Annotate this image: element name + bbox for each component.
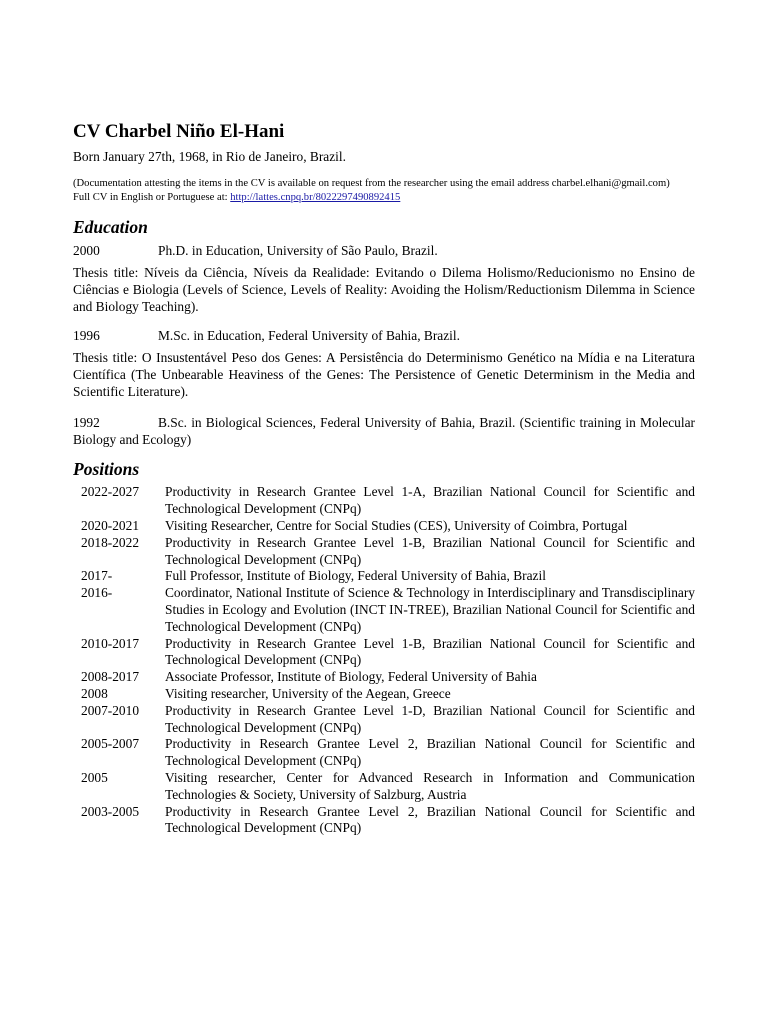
education-degree: M.Sc. in Education, Federal University of Bahia, Brazil.	[158, 328, 460, 344]
position-year: 2018-2022	[81, 534, 140, 550]
position-year: 2007-2010	[81, 702, 140, 718]
education-thesis: Thesis title: Níveis da Ciência, Níveis da Realidade: Evitando o Dilema Holismo/Reducionismo no Ensino de Ciências e Biologia (Levels of Science, Levels of Reality: Avoiding the Holism/Reductionism Dilemma in Science and Biology Teaching).	[73, 265, 695, 314]
education-degree-row	[73, 327, 695, 344]
position-year: 2016-	[81, 585, 113, 601]
position-item	[73, 585, 695, 635]
position-text: Productivity in Research Grantee Level 1-D, Brazilian National Council for Scientific and Technological Development (CNPq)	[165, 702, 695, 735]
position-item	[73, 535, 695, 569]
position-year: 2003-2005	[81, 803, 140, 819]
position-item	[73, 703, 695, 737]
position-item	[73, 770, 695, 804]
education-thesis: Thesis title: O Insustentável Peso dos Genes: A Persistência do Determinismo Genético na Mídia e na Literatura Científica (The Unbearable Heaviness of the Genes: The Persistence of Genetic Determinism in the Media and Scientific Literature).	[73, 350, 695, 399]
position-year: 2017-	[81, 568, 113, 584]
education-entry	[73, 327, 695, 400]
position-item	[73, 804, 695, 838]
position-text: Associate Professor, Institute of Biology, Federal University of Bahia	[165, 669, 537, 685]
position-item	[73, 636, 695, 670]
position-item	[73, 669, 695, 686]
full-cv-line	[73, 191, 695, 205]
education-year: 1992	[73, 414, 100, 430]
position-item	[73, 736, 695, 770]
education-entry	[73, 242, 695, 315]
position-text: Productivity in Research Grantee Level 2, Brazilian National Council for Scientific and Technological Development (CNPq)	[165, 803, 695, 836]
education-degree: Ph.D. in Education, University of São Paulo, Brazil.	[158, 243, 438, 258]
page-title: CV Charbel Niño El-Hani	[73, 121, 285, 142]
position-text: Coordinator, National Institute of Science & Technology in Interdisciplinary and Transdisciplinary Studies in Ecology and Evolution (INCT IN-TREE), Brazilian National Council for Scientific and Technological Development (CNPq)	[165, 585, 695, 634]
position-text: Productivity in Research Grantee Level 1-A, Brazilian National Council for Scientific and Technological Development (CNPq)	[165, 484, 695, 517]
position-text: Visiting researcher, University of the Aegean, Greece	[165, 685, 451, 701]
positions-heading: Positions	[73, 459, 140, 480]
position-text: Visiting Researcher, Centre for Social Studies (CES), University of Coimbra, Portugal	[165, 517, 628, 533]
position-text: Visiting researcher, Center for Advanced Research in Information and Communication Technologies & Society, University of Salzburg, Austria	[165, 769, 695, 802]
education-degree: B.Sc. in Biological Sciences, Federal University of Bahia, Brazil. (Scientific training in Molecular Biology and Ecology)	[73, 414, 695, 447]
lattes-link[interactable]: http://lattes.cnpq.br/8022297490892415	[230, 191, 401, 203]
education-entry	[73, 415, 695, 449]
documentation-note: (Documentation attesting the items in the CV is available on request from the researcher using the email address charbel.elhani@gmail.com)	[73, 178, 670, 189]
position-year: 2008	[81, 685, 108, 701]
full-cv-label: Full CV in English or Portuguese at:	[73, 191, 231, 203]
position-text: Productivity in Research Grantee Level 1-B, Brazilian National Council for Scientific and Technological Development (CNPq)	[165, 534, 695, 567]
birth-info: Born January 27th, 1968, in Rio de Janeiro, Brazil.	[73, 149, 346, 164]
position-item	[73, 518, 695, 535]
positions-list	[73, 484, 695, 837]
education-year: 1996	[73, 328, 100, 344]
position-text: Productivity in Research Grantee Level 1-B, Brazilian National Council for Scientific and Technological Development (CNPq)	[165, 635, 695, 668]
education-degree-row	[73, 242, 695, 259]
position-item	[73, 568, 695, 585]
education-year: 2000	[73, 243, 100, 258]
position-year: 2010-2017	[81, 635, 140, 651]
cv-page	[73, 118, 695, 837]
position-text: Full Professor, Institute of Biology, Federal University of Bahia, Brazil	[165, 568, 546, 584]
position-year: 2005-2007	[81, 736, 140, 752]
education-heading: Education	[73, 217, 148, 237]
position-item	[73, 484, 695, 518]
position-year: 2020-2021	[81, 517, 140, 533]
position-text: Productivity in Research Grantee Level 2, Brazilian National Council for Scientific and Technological Development (CNPq)	[165, 736, 695, 769]
position-item	[73, 686, 695, 703]
position-year: 2008-2017	[81, 669, 140, 685]
position-year: 2005	[81, 769, 108, 785]
position-year: 2022-2027	[81, 484, 140, 500]
